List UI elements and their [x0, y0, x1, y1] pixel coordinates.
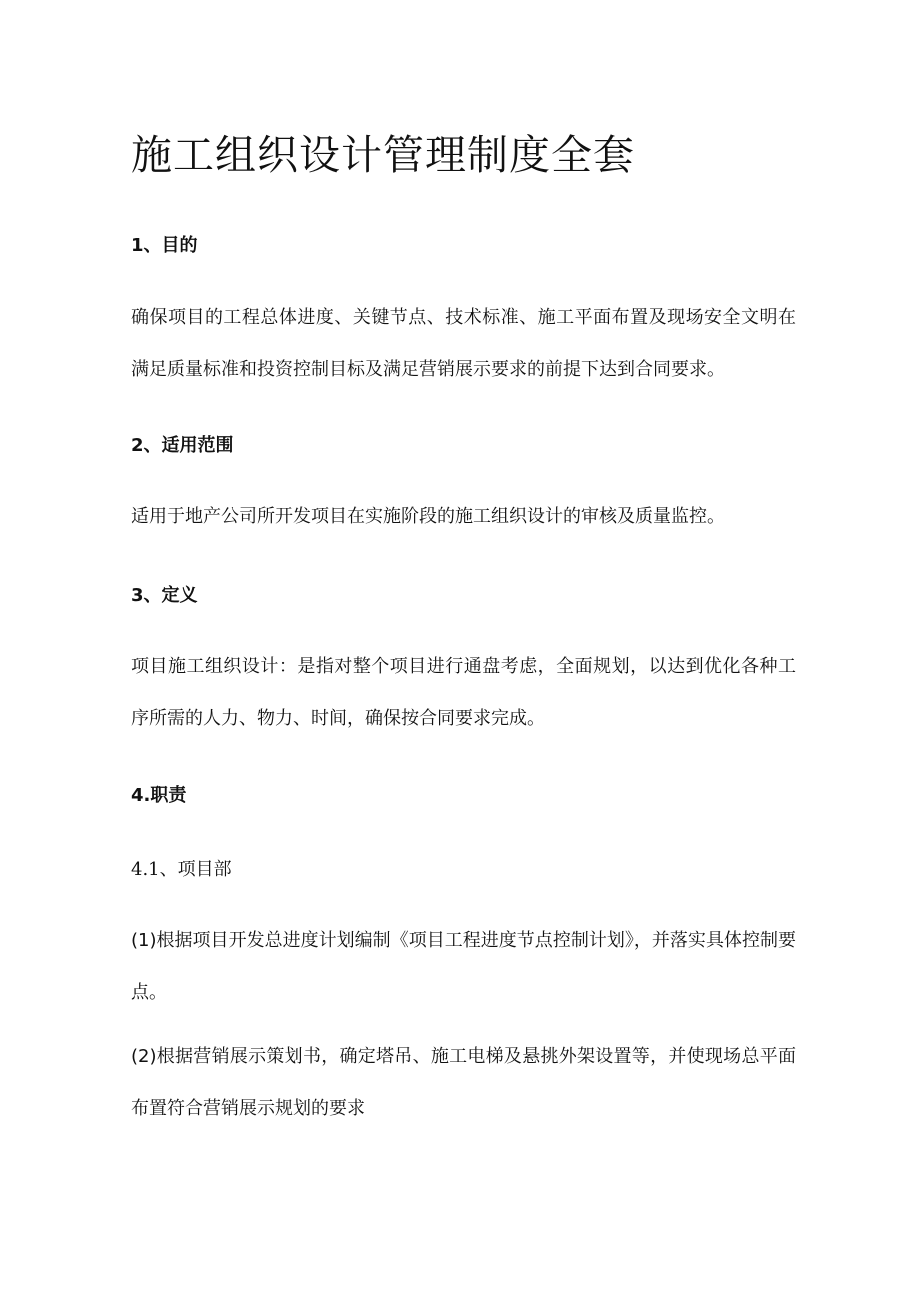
- section-body-scope: 适用于地产公司所开发项目在实施阶段的施工组织设计的审核及质量监控。: [131, 506, 725, 527]
- subsection-label: 项目部: [177, 859, 232, 880]
- responsibility-item-1: (1)根据项目开发总进度计划编制《项目工程进度节点控制计划》，并落实具体控制要点。: [131, 930, 796, 1003]
- section-heading-definition: 3、定义: [131, 585, 198, 606]
- section-heading-purpose: 1、目的: [131, 235, 198, 256]
- section-body-purpose: 确保项目的工程总体进度、关键节点、技术标准、施工平面布置及现场安全文明在满足质量标准和投资控制目标及满足营销展示要求的前提下达到合同要求。: [131, 307, 796, 380]
- document-title: 施工组织设计管理制度全套: [131, 131, 635, 179]
- subsection-heading-project-dept: [131, 855, 232, 881]
- subsection-number: 4.1、: [131, 859, 178, 880]
- section-body-definition: 项目施工组织设计：是指对整个项目进行通盘考虑，全面规划，以达到优化各种工序所需的人力、物力、时间，确保按合同要求完成。: [131, 656, 796, 729]
- section-heading-scope: 2、适用范围: [131, 435, 234, 456]
- responsibility-item-2: (2)根据营销展示策划书，确定塔吊、施工电梯及悬挑外架设置等，并使现场总平面布置符合营销展示规划的要求: [131, 1046, 796, 1119]
- section-heading-responsibilities: 4.职责: [131, 785, 187, 806]
